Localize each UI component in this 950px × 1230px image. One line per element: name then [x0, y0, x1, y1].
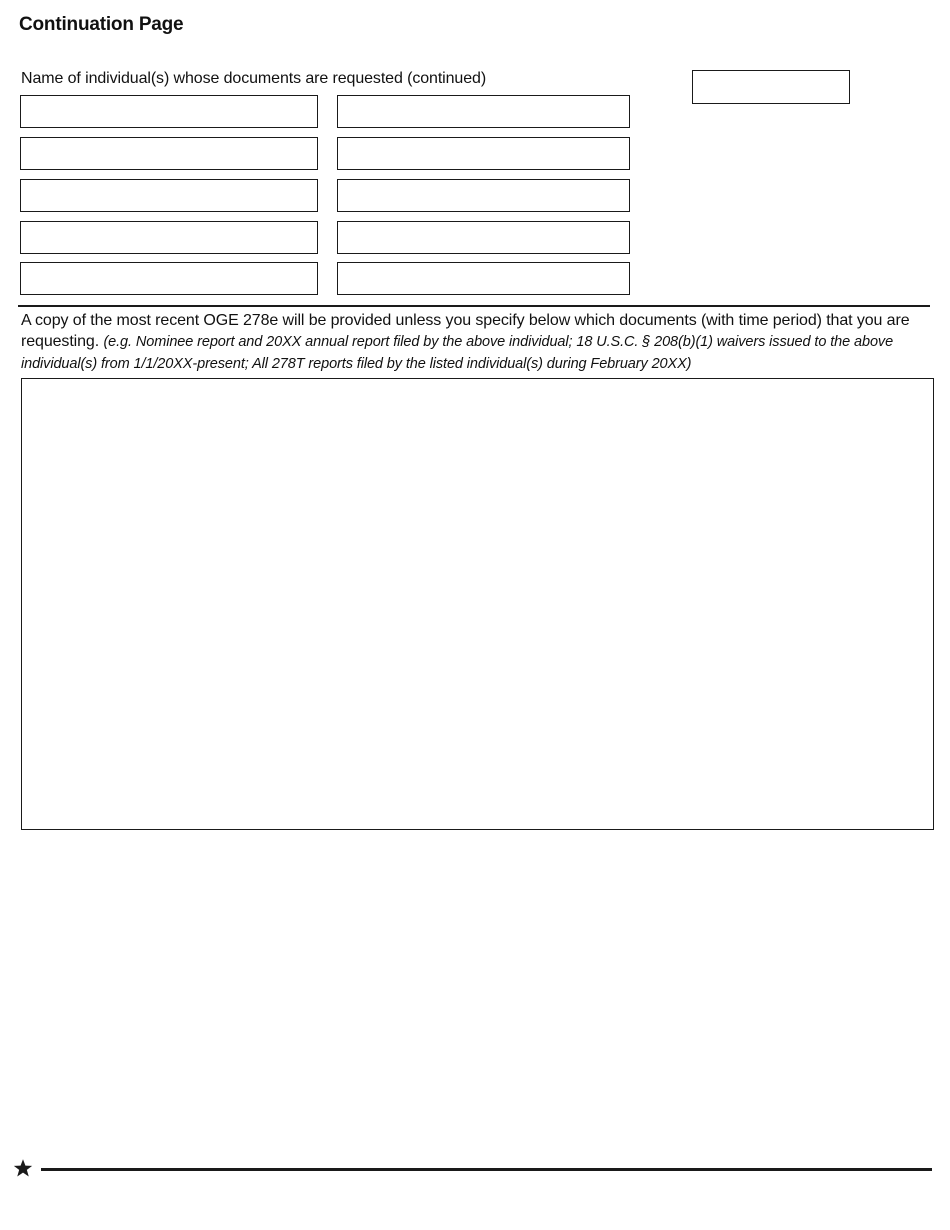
name-field-right-1[interactable]	[337, 95, 630, 128]
names-section-label: Name of individual(s) whose documents are requested (continued)	[21, 70, 487, 87]
name-field-left-4[interactable]	[20, 221, 318, 254]
name-field-right-4[interactable]	[337, 221, 630, 254]
name-field-right-2[interactable]	[337, 137, 630, 170]
instruction-example: (e.g. Nominee report and 20XX annual report filed by the above individual; 18 U.S.C. § 208(b)(1) waivers issued to the above individual(s) from 1/1/20XX-present; All 278T reports filed by the listed individual(s) during February 20XX)	[21, 334, 894, 372]
name-field-left-2[interactable]	[20, 137, 318, 170]
name-field-left-3[interactable]	[20, 179, 318, 212]
star-icon	[13, 1158, 33, 1178]
name-field-left-5[interactable]	[20, 262, 318, 295]
footer-rule	[41, 1168, 932, 1171]
section-divider	[18, 305, 930, 307]
name-field-left-1[interactable]	[20, 95, 318, 128]
page-title: Continuation Page	[19, 14, 184, 35]
name-field-right-3[interactable]	[337, 179, 630, 212]
documents-request-textarea[interactable]	[21, 378, 934, 830]
extra-field[interactable]	[692, 70, 850, 104]
name-field-right-5[interactable]	[337, 262, 630, 295]
documents-instructions	[21, 310, 933, 375]
instruction-text: A copy of the most recent OGE 278e will be provided unless you specify below which documents (with time period) that you are requesting.	[21, 312, 910, 350]
